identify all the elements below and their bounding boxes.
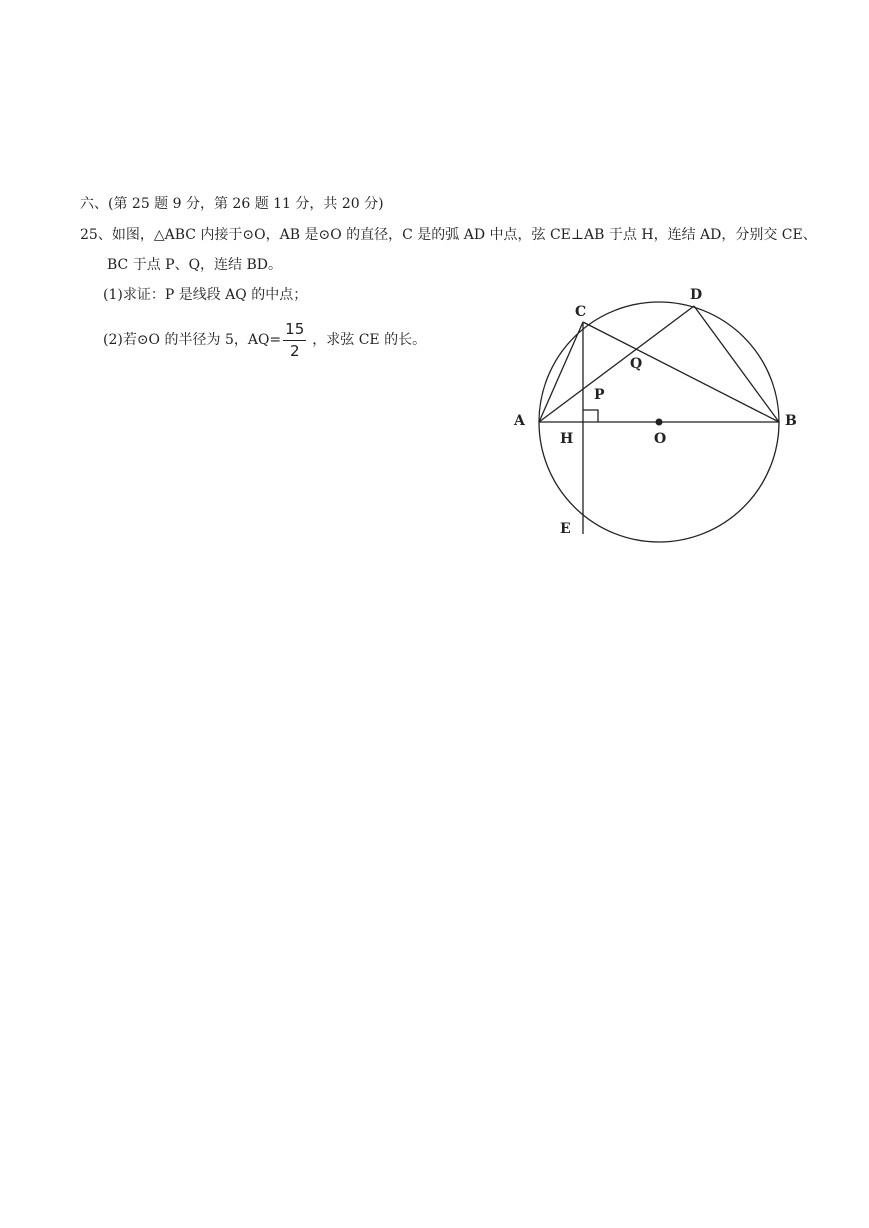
label-p: P <box>594 387 605 403</box>
label-a: A <box>514 413 525 429</box>
label-c: C <box>575 304 587 320</box>
center-point-o <box>656 419 663 426</box>
label-q: Q <box>630 356 643 372</box>
segment-bc <box>583 322 779 422</box>
geometry-figure <box>505 280 815 555</box>
segment-ac <box>539 322 583 422</box>
segment-bd <box>694 306 779 422</box>
question-25-part-1: (1)求证：P 是线段 AQ 的中点； <box>103 287 308 303</box>
part-2-text-after: ，求弦 CE 的长。 <box>312 332 427 348</box>
question-25-line-2: BC 于点 P、Q，连结 BD。 <box>107 257 283 273</box>
part-2-text-before: (2)若⊙O 的半径为 5，AQ= <box>103 332 282 348</box>
label-b: B <box>785 413 797 429</box>
label-e: E <box>560 521 571 537</box>
question-25-part-2 <box>103 315 426 365</box>
fraction-numerator: 15 <box>285 320 305 338</box>
label-d: D <box>690 287 703 303</box>
right-angle-mark <box>583 410 598 422</box>
label-o: O <box>654 431 667 447</box>
label-h: H <box>560 431 574 447</box>
section-header: 六、(第 25 题 9 分，第 26 题 11 分，共 20 分) <box>80 196 384 212</box>
question-25-line-1: 25、如图，△ABC 内接于⊙O，AB 是⊙O 的直径，C 是的弧 AD 中点，弦 CE⊥AB 于点 H，连结 AD，分别交 CE、 <box>80 227 817 243</box>
segment-ad <box>539 306 694 422</box>
fraction-denominator: 2 <box>289 342 300 360</box>
fraction-aq-value <box>283 321 306 359</box>
